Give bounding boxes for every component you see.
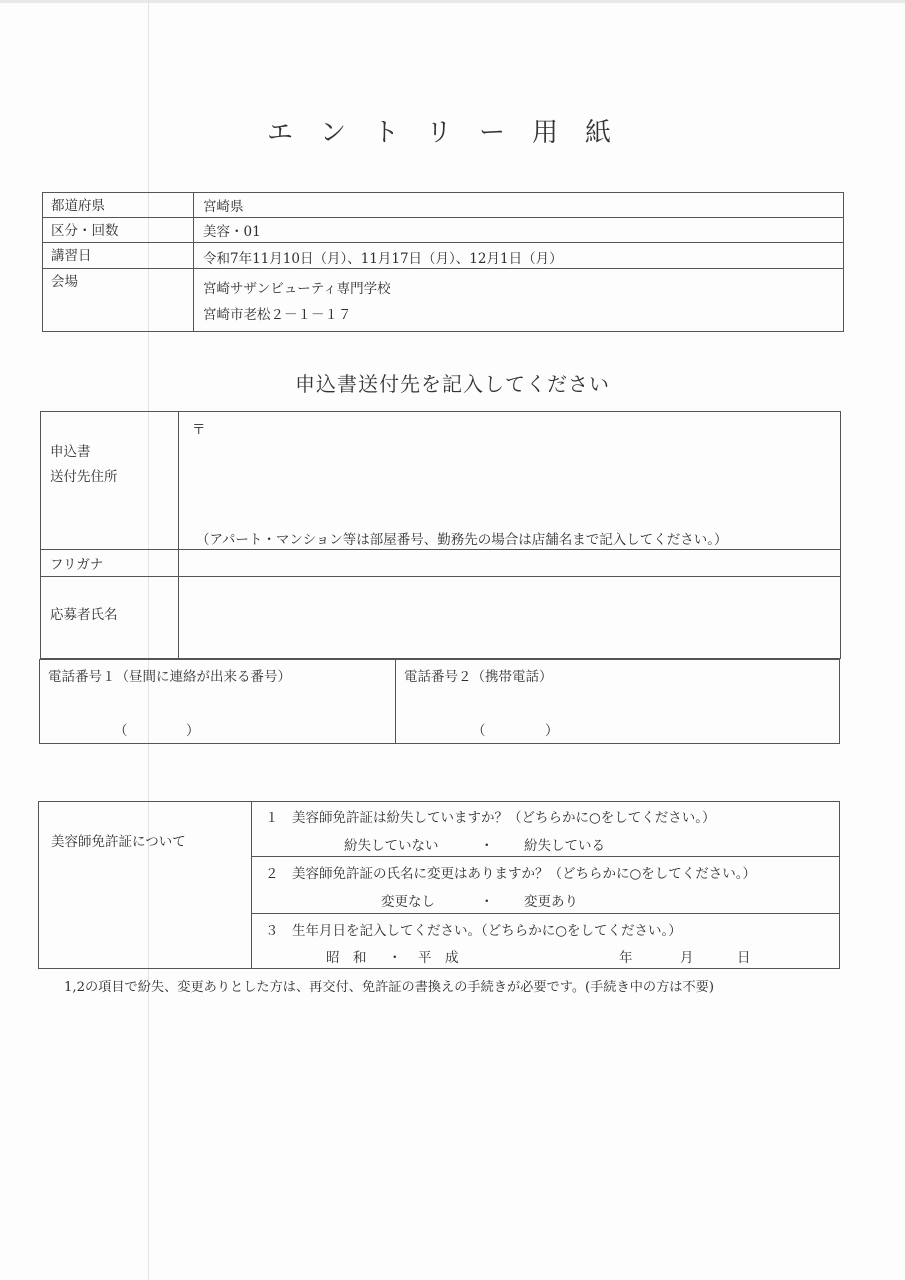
- venue-name: 宮崎サザンビューティ専門学校: [203, 281, 391, 297]
- license-table: [38, 801, 840, 969]
- applicant-label-divider: [178, 411, 179, 659]
- q3-month-label: 月: [680, 950, 694, 966]
- applicant-name-label: 応募者氏名: [50, 607, 118, 623]
- venue-address: 宮崎市老松２－１－１７: [203, 307, 352, 323]
- address-input-area[interactable]: [210, 414, 835, 518]
- applicant-row-rule: [40, 549, 841, 550]
- scan-top-edge: [0, 0, 905, 3]
- q2-option-no-change[interactable]: 変更なし: [381, 894, 435, 910]
- furigana-label: フリガナ: [50, 557, 104, 573]
- q2-separator: ・: [480, 894, 494, 910]
- license-label-divider: [251, 801, 252, 969]
- category-value: 美容・01: [203, 224, 261, 240]
- lecture-date-label: 講習日: [51, 248, 92, 264]
- address-label-line1: 申込書: [50, 444, 91, 460]
- q3-text: ３ 生年月日を記入してください。（どちらかに○をしてください。）: [265, 923, 682, 939]
- q3-day-label: 日: [737, 950, 751, 966]
- q1-option-lost[interactable]: 紛失している: [524, 838, 605, 854]
- category-label: 区分・回数: [51, 223, 119, 239]
- furigana-input[interactable]: [180, 551, 838, 574]
- event-row-rule: [42, 268, 844, 269]
- q3-year-label: 年: [619, 950, 633, 966]
- address-note: （アパート・マンション等は部屋番号、勤務先の場合は店舗名まで記入してください。）: [196, 532, 728, 548]
- event-table-divider: [193, 192, 194, 332]
- phone2-paren-close: ）: [545, 723, 559, 739]
- address-label-line2: 送付先住所: [50, 469, 118, 485]
- q2-option-changed[interactable]: 変更あり: [524, 894, 578, 910]
- license-row-rule: [251, 856, 840, 857]
- phone1-paren-open: （: [114, 723, 128, 739]
- venue-label: 会場: [51, 274, 78, 290]
- footnote: 1,2の項目で紛失、変更ありとした方は、再交付、免許証の書換えの手続きが必要です。(手続き中の方は不要): [64, 980, 715, 995]
- phone1-label: 電話番号１（昼間に連絡が出来る番号）: [48, 669, 291, 685]
- event-row-rule: [42, 217, 844, 218]
- applicant-name-input[interactable]: [180, 578, 838, 657]
- q3-era-showa[interactable]: 昭 和: [326, 950, 367, 966]
- postal-mark: 〒: [192, 422, 206, 438]
- license-label: 美容師免許証について: [51, 834, 186, 850]
- q1-option-not-lost[interactable]: 紛失していない: [344, 838, 439, 854]
- prefecture-value: 宮崎県: [203, 199, 244, 215]
- q1-separator: ・: [480, 838, 494, 854]
- applicant-row-rule: [40, 576, 841, 577]
- phone-divider: [395, 659, 396, 744]
- section-heading: 申込書送付先を記入してください: [295, 372, 610, 396]
- q3-era-heisei[interactable]: 平 成: [418, 950, 459, 966]
- phone2-input[interactable]: [400, 686, 836, 740]
- q3-separator: ・: [388, 950, 402, 966]
- phone2-paren-open: （: [472, 723, 486, 739]
- license-row-rule: [251, 913, 840, 914]
- phone1-input[interactable]: [44, 686, 389, 740]
- event-row-rule: [42, 242, 844, 243]
- prefecture-label: 都道府県: [51, 198, 105, 214]
- q1-text: １ 美容師免許証は紛失していますか？（どちらかに○をしてください。）: [265, 810, 716, 826]
- q2-text: ２ 美容師免許証の氏名に変更はありますか？（どちらかに○をしてください。）: [265, 866, 757, 882]
- phone2-label: 電話番号２（携帯電話）: [404, 669, 553, 685]
- page-title: エントリー用紙: [266, 118, 638, 148]
- phone1-paren-close: ）: [186, 723, 200, 739]
- lecture-date-value: 令和7年11月10日（月）、11月17日（月）、12月1日（月）: [203, 251, 563, 267]
